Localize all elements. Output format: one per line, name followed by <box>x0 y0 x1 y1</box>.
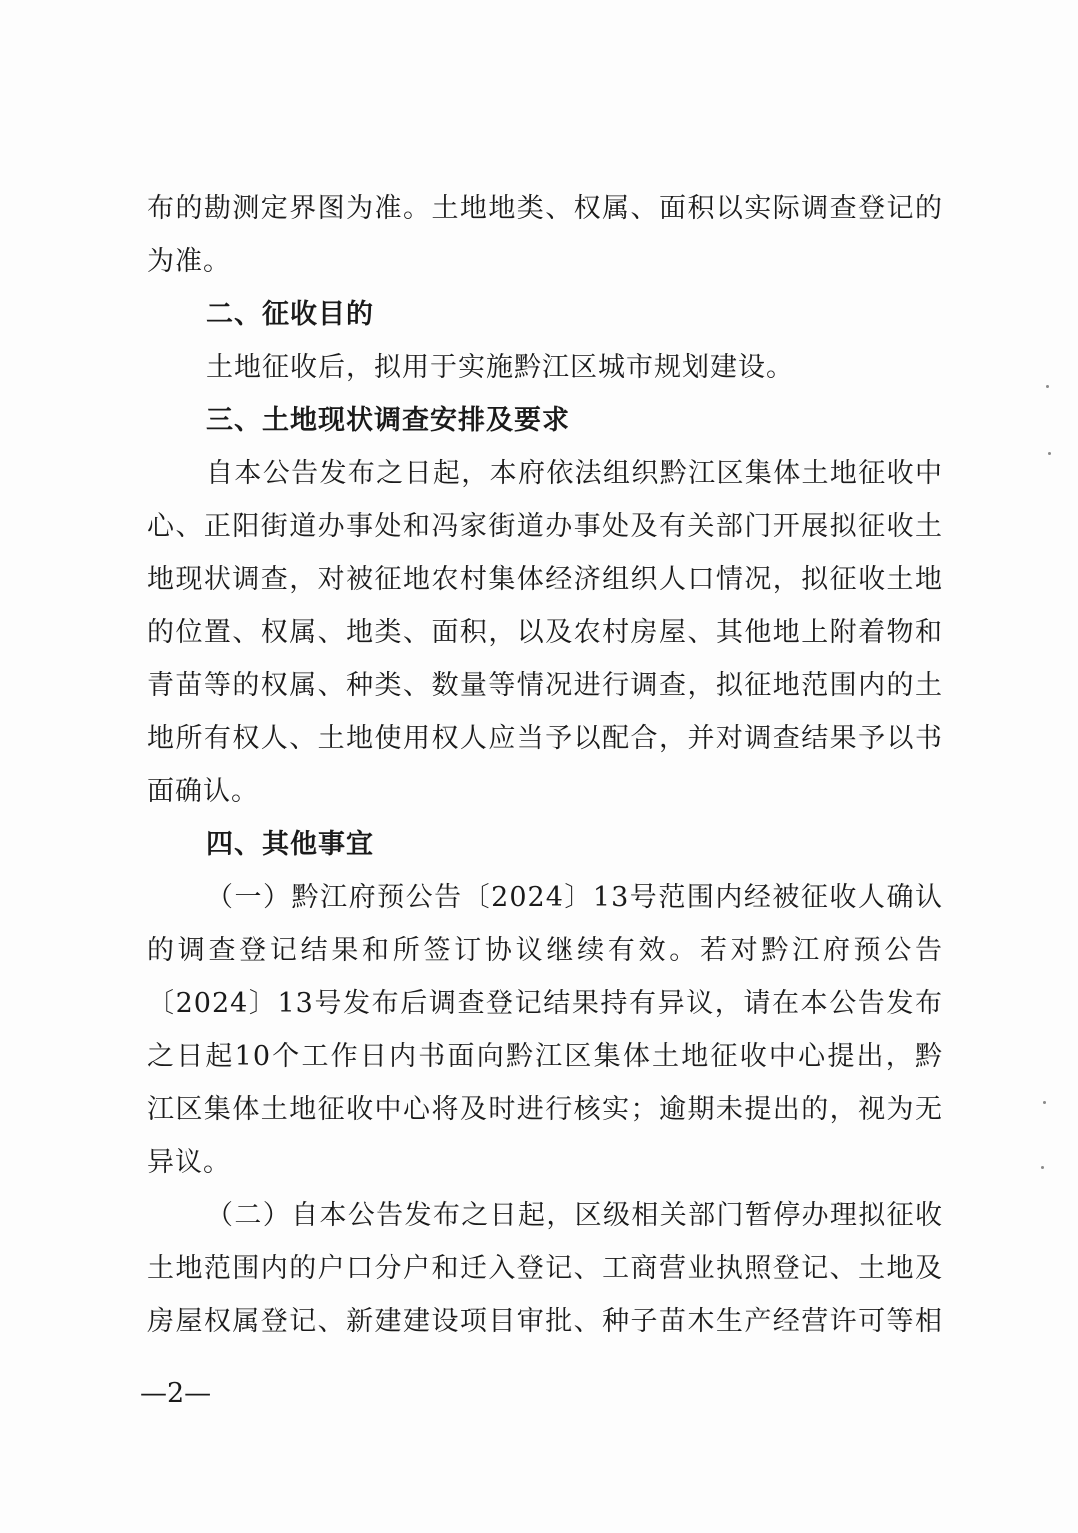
section-heading-purpose: 二、征收目的 <box>206 299 374 330</box>
section-heading-survey: 三、土地现状调查安排及要求 <box>206 405 570 436</box>
body-line: 地所有权人、土地使用权人应当予以配合，并对调查结果予以书 <box>147 723 943 754</box>
body-line: 心、正阳街道办事处和冯家街道办事处及有关部门开展拟征收土 <box>147 511 943 542</box>
section-heading-other: 四、其他事宜 <box>206 829 374 860</box>
body-line: 布的勘测定界图为准。土地地类、权属、面积以实际调查登记的 <box>147 193 943 224</box>
page-number: —2— <box>140 1378 212 1409</box>
scan-speck <box>1048 452 1051 455</box>
body-line: （一）黔江府预公告〔2024〕13号范围内经被征收人确认 <box>206 882 943 913</box>
body-line: 〔2024〕13号发布后调查登记结果持有异议，请在本公告发布 <box>147 988 943 1019</box>
body-line: 青苗等的权属、种类、数量等情况进行调查，拟征地范围内的土 <box>147 670 943 701</box>
body-line: 的位置、权属、地类、面积，以及农村房屋、其他地上附着物和 <box>147 617 943 648</box>
body-line: 自本公告发布之日起，本府依法组织黔江区集体土地征收中 <box>206 458 943 489</box>
body-line: 的调查登记结果和所签订协议继续有效。若对黔江府预公告 <box>147 935 943 966</box>
body-line: 地现状调查，对被征地农村集体经济组织人口情况，拟征收土地 <box>147 564 943 595</box>
body-line: 为准。 <box>147 246 231 277</box>
body-line: 土地范围内的户口分户和迁入登记、工商营业执照登记、土地及 <box>147 1253 943 1284</box>
body-line: 江区集体土地征收中心将及时进行核实；逾期未提出的，视为无 <box>147 1094 943 1125</box>
body-line: 面确认。 <box>147 776 259 807</box>
body-line: （二）自本公告发布之日起，区级相关部门暂停办理拟征收 <box>206 1200 943 1231</box>
body-line: 之日起10个工作日内书面向黔江区集体土地征收中心提出，黔 <box>147 1041 943 1072</box>
scan-speck <box>1041 1166 1044 1169</box>
scan-speck <box>1043 1101 1046 1104</box>
body-line: 房屋权属登记、新建建设项目审批、种子苗木生产经营许可等相 <box>147 1306 943 1337</box>
body-line: 土地征收后，拟用于实施黔江区城市规划建设。 <box>206 352 794 383</box>
scan-speck <box>1046 385 1049 388</box>
body-line: 异议。 <box>147 1147 231 1178</box>
